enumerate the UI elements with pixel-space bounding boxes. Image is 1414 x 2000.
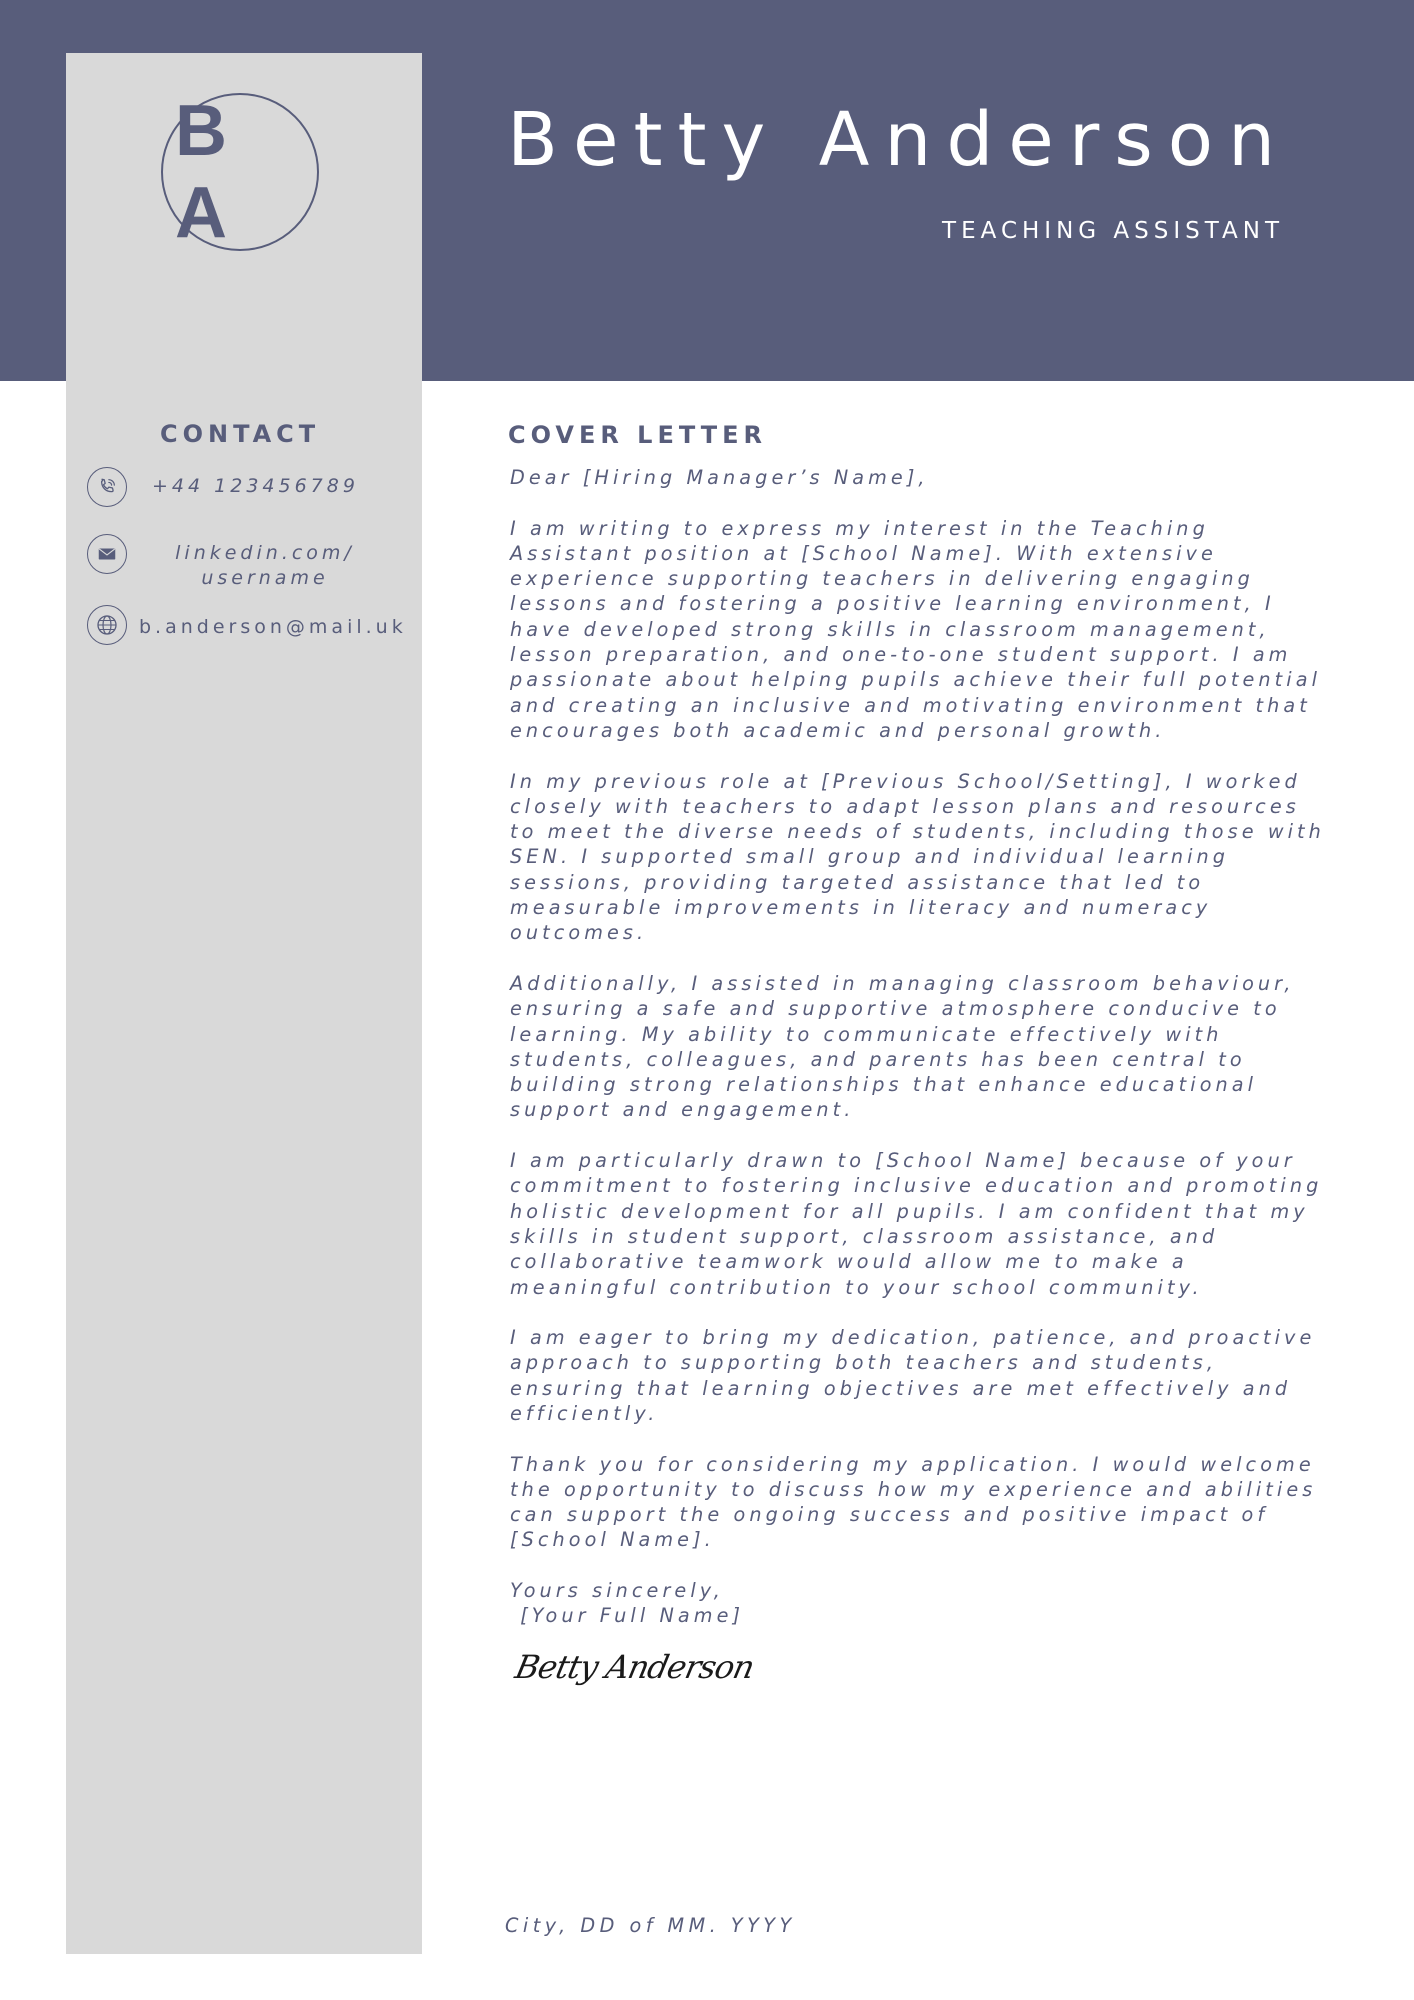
letter-paragraphs	[510, 516, 1370, 1553]
contact-heading: CONTACT	[160, 420, 321, 448]
letter-paragraph	[510, 1148, 1370, 1300]
letter-line: passionate about helping pupils achieve their full potential	[510, 668, 1322, 692]
letter-paragraph	[510, 516, 1370, 744]
salutation: Dear [Hiring Manager’s Name],	[510, 466, 929, 489]
globe-icon	[87, 605, 127, 645]
letter-line: efficiently.	[510, 1401, 659, 1425]
letter-line: experience supporting teachers in delivering engaging	[510, 567, 1254, 591]
letter-line: Assistant position at [School Name]. With extensive	[510, 541, 1217, 565]
letter-date: City, DD of MM. YYYY	[505, 1914, 796, 1937]
letter-line: skills in student support, classroom assistance, and	[510, 1224, 1219, 1248]
letter-line: commitment to fostering inclusive education and promoting	[510, 1174, 1323, 1198]
closing-name: [Your Full Name]	[510, 1604, 745, 1628]
letter-line: I am eager to bring my dedication, patience, and proactive	[510, 1326, 1316, 1350]
letter-paragraph	[510, 769, 1370, 946]
letter-line: the opportunity to discuss how my experience and abilities	[510, 1477, 1317, 1501]
letter-line: In my previous role at [Previous School/Setting], I worked	[510, 769, 1301, 793]
letter-line: support and engagement.	[510, 1098, 855, 1122]
letter-line: closely with teachers to adapt lesson plans and resources	[510, 794, 1300, 818]
letter-line: [School Name].	[510, 1528, 715, 1552]
job-title: TEACHING ASSISTANT	[942, 218, 1284, 244]
closing: Yours sincerely,	[510, 1579, 724, 1603]
letter-line: approach to supporting both teachers and students,	[510, 1351, 1218, 1375]
letter-line: lessons and fostering a positive learning environment, I	[510, 592, 1275, 616]
cover-letter-heading: COVER LETTER	[508, 421, 768, 449]
letter-line: SEN. I supported small group and individual learning	[510, 845, 1230, 869]
letter-line: measurable improvements in literacy and numeracy	[510, 896, 1212, 920]
letter-line: students, colleagues, and parents has been central to	[510, 1047, 1246, 1071]
linkedin-line-1: linkedin.com/	[175, 542, 355, 564]
letter-line: ensuring that learning objectives are met effectively and	[510, 1376, 1292, 1400]
letter-line: sessions, providing targeted assistance that led to	[510, 870, 1205, 894]
applicant-name: Betty Anderson	[507, 97, 1290, 183]
letter-line: and creating an inclusive and motivating environment that	[510, 693, 1311, 717]
signature: Betty Anderson	[511, 1648, 758, 1686]
monogram: B A	[161, 93, 319, 251]
letter-line: encourages both academic and personal growth.	[510, 718, 1166, 742]
letter-body	[510, 465, 1370, 1629]
phone-icon	[87, 467, 127, 507]
letter-paragraph	[510, 971, 1370, 1123]
letter-line: Additionally, I assisted in managing classroom behaviour,	[510, 971, 1295, 995]
letter-line: lesson preparation, and one-to-one student support. I am	[510, 643, 1292, 667]
mail-icon	[87, 534, 127, 574]
letter-line: building strong relationships that enhance educational	[510, 1073, 1258, 1097]
letter-paragraph	[510, 1325, 1370, 1426]
letter-line: ensuring a safe and supportive atmosphere conducive to	[510, 997, 1281, 1021]
letter-line: Thank you for considering my application. I would welcome	[510, 1452, 1315, 1476]
sidebar	[66, 53, 422, 1954]
letter-line: have developed strong skills in classroom management,	[510, 617, 1270, 641]
letter-line: meaningful contribution to your school community.	[510, 1275, 1203, 1299]
letter-line: learning. My ability to communicate effectively with	[510, 1022, 1223, 1046]
linkedin-url	[140, 541, 390, 591]
email-address: b.anderson@mail.uk	[139, 616, 407, 638]
linkedin-line-2: username	[201, 567, 329, 589]
letter-line: can support the ongoing success and positive impact of	[510, 1503, 1269, 1527]
letter-line: holistic development for all pupils. I am confident that my	[510, 1199, 1309, 1223]
letter-line: collaborative teamwork would allow me to make a	[510, 1250, 1188, 1274]
letter-line: I am writing to express my interest in the Teaching	[510, 516, 1209, 540]
phone-number: +44 123456789	[152, 475, 359, 497]
letter-line: I am particularly drawn to [School Name] because of your	[510, 1149, 1296, 1173]
letter-line: outcomes.	[510, 921, 648, 945]
letter-paragraph	[510, 1452, 1370, 1553]
letter-line: to meet the diverse needs of students, including those with	[510, 820, 1325, 844]
